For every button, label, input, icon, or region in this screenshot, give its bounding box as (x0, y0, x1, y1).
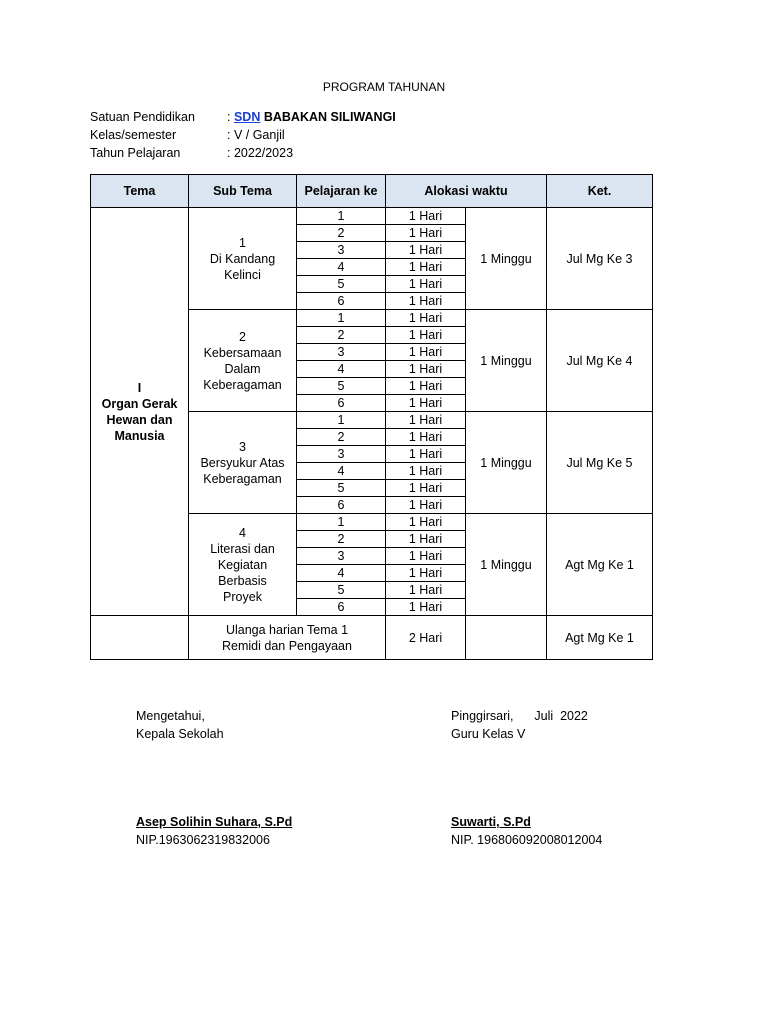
subtheme-line: 1 (239, 235, 246, 250)
left-signer-name: Asep Solihin Suhara, S.Pd (136, 815, 293, 829)
lesson-number: 2 (297, 327, 386, 344)
right-role: Guru Kelas V (451, 727, 526, 741)
lesson-duration: 1 Hari (386, 395, 466, 412)
lesson-number: 6 (297, 599, 386, 616)
alokasi-cell: 1 Minggu (466, 412, 547, 514)
lesson-duration: 1 Hari (386, 310, 466, 327)
lesson-number: 5 (297, 480, 386, 497)
ulangan-ket: Agt Mg Ke 1 (547, 616, 653, 660)
lesson-duration: 1 Hari (386, 327, 466, 344)
document-title: PROGRAM TAHUNAN (322, 80, 446, 94)
satuan-prefix: : (227, 110, 234, 124)
lesson-number: 1 (297, 412, 386, 429)
left-greeting: Mengetahui, (136, 709, 205, 723)
header-tema: Tema (91, 175, 189, 208)
lesson-duration: 1 Hari (386, 378, 466, 395)
program-table (90, 174, 653, 660)
alokasi-cell: 1 Minggu (466, 514, 547, 616)
lesson-number: 5 (297, 276, 386, 293)
left-nip: NIP.196306231983​2006 (136, 833, 270, 847)
subtheme-line: Kebersamaan (203, 345, 282, 360)
ulangan-line: Ulanga harian Tema 1 (225, 622, 349, 637)
ket-cell: Jul Mg Ke 3 (547, 208, 653, 310)
alokasi-cell: 1 Minggu (466, 208, 547, 310)
kelas-value: : V / Ganjil (227, 128, 285, 142)
left-role: Kepala Sekolah (136, 727, 224, 741)
ulangan-tema-empty (91, 616, 189, 660)
lesson-number: 3 (297, 242, 386, 259)
lesson-duration: 1 Hari (386, 259, 466, 276)
tema-cell (91, 208, 189, 616)
lesson-duration: 1 Hari (386, 463, 466, 480)
ulangan-empty (466, 616, 547, 660)
lesson-duration: 1 Hari (386, 514, 466, 531)
alokasi-cell: 1 Minggu (466, 310, 547, 412)
subtheme-cell (189, 310, 297, 412)
lesson-duration: 1 Hari (386, 446, 466, 463)
tahun-value: : 2022/2023 (227, 146, 294, 160)
subtheme-line: Kelinci (224, 267, 261, 282)
lesson-duration: 1 Hari (386, 480, 466, 497)
subtheme-line: Kegiatan (217, 557, 268, 572)
lesson-duration: 1 Hari (386, 548, 466, 565)
tahun-label: Tahun Pelajaran (90, 146, 181, 160)
lesson-number: 5 (297, 582, 386, 599)
subtheme-cell (189, 514, 297, 616)
lesson-duration: 1 Hari (386, 582, 466, 599)
subtheme-line: Berbasis (218, 573, 267, 588)
lesson-duration: 1 Hari (386, 276, 466, 293)
satuan-label: Satuan Pendidikan (90, 110, 195, 124)
right-nip: NIP. 196806092008012004 (451, 833, 603, 847)
lesson-number: 4 (297, 361, 386, 378)
lesson-duration: 1 Hari (386, 208, 466, 225)
lesson-number: 1 (297, 208, 386, 225)
subtheme-line: Keberagaman (203, 471, 282, 486)
subtheme-line: Dalam (224, 361, 261, 376)
subtheme-line: Proyek (223, 589, 262, 604)
tema-line: I (137, 380, 142, 395)
lesson-number: 2 (297, 531, 386, 548)
lesson-duration: 1 Hari (386, 225, 466, 242)
lesson-number: 1 (297, 310, 386, 327)
ket-cell: Jul Mg Ke 4 (547, 310, 653, 412)
subtheme-line: Di Kandang (209, 251, 276, 266)
subtheme-cell (189, 412, 297, 514)
lesson-number: 3 (297, 548, 386, 565)
lesson-number: 4 (297, 463, 386, 480)
right-signer-name: Suwarti, S.Pd (451, 815, 531, 829)
right-place-date: Pinggirsari, Juli 2022 (451, 709, 588, 723)
table-body (91, 208, 653, 660)
lesson-duration: 1 Hari (386, 497, 466, 514)
ulangan-row (91, 616, 653, 660)
lesson-number: 1 (297, 514, 386, 531)
tema-line: Organ Gerak (101, 396, 178, 411)
kelas-label: Kelas/semester (90, 128, 177, 142)
subtheme-line: Bersyukur Atas (200, 455, 285, 470)
header-pelajaran: Pelajaran ke (297, 175, 386, 208)
lesson-number: 6 (297, 395, 386, 412)
lesson-number: 6 (297, 293, 386, 310)
lesson-number: 3 (297, 344, 386, 361)
table-header-row (91, 175, 653, 208)
info-kelas (90, 128, 490, 144)
info-satuan (90, 110, 490, 126)
ulangan-line: Remidi dan Pengayaan (222, 638, 352, 653)
school-name: BABAKAN SILIWANGI (260, 110, 396, 124)
header-sub-tema: Sub Tema (189, 175, 297, 208)
lesson-duration: 1 Hari (386, 242, 466, 259)
ket-cell: Agt Mg Ke 1 (547, 514, 653, 616)
satuan-value (227, 110, 396, 124)
lesson-duration: 1 Hari (386, 293, 466, 310)
lesson-duration: 1 Hari (386, 412, 466, 429)
subtheme-line: Keberagaman (203, 377, 282, 392)
lesson-duration: 1 Hari (386, 599, 466, 616)
lesson-duration: 1 Hari (386, 565, 466, 582)
header-alokasi: Alokasi waktu (386, 175, 547, 208)
lesson-duration: 1 Hari (386, 429, 466, 446)
lesson-number: 3 (297, 446, 386, 463)
lesson-number: 5 (297, 378, 386, 395)
ulangan-duration: 2 Hari (386, 616, 466, 660)
tema-line: Manusia (114, 428, 165, 443)
tema-line: Hewan dan (106, 412, 173, 427)
table-row (91, 208, 653, 225)
ket-cell: Jul Mg Ke 5 (547, 412, 653, 514)
subtheme-line: 4 (239, 525, 246, 540)
lesson-number: 2 (297, 225, 386, 242)
info-tahun (90, 146, 490, 162)
lesson-duration: 1 Hari (386, 361, 466, 378)
header-ket: Ket. (547, 175, 653, 208)
lesson-number: 6 (297, 497, 386, 514)
lesson-duration: 1 Hari (386, 531, 466, 548)
lesson-duration: 1 Hari (386, 344, 466, 361)
subtheme-line: 2 (239, 329, 246, 344)
ulangan-description (189, 616, 386, 660)
sdn-link[interactable]: SDN (233, 110, 261, 124)
subtheme-line: Literasi dan (210, 541, 275, 556)
subtheme-line: 3 (239, 439, 246, 454)
lesson-number: 2 (297, 429, 386, 446)
lesson-number: 4 (297, 565, 386, 582)
subtheme-cell (189, 208, 297, 310)
lesson-number: 4 (297, 259, 386, 276)
